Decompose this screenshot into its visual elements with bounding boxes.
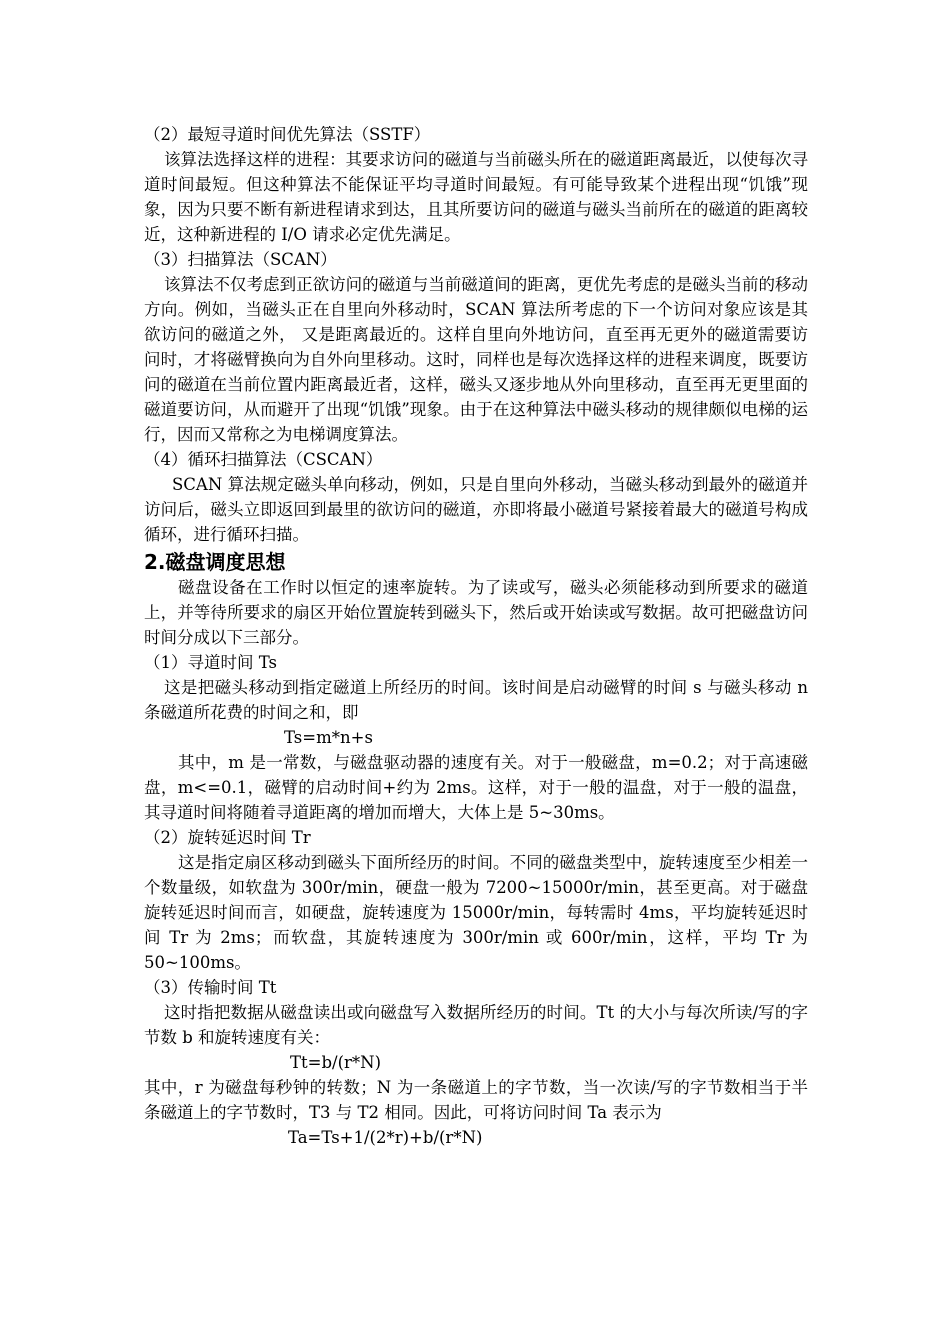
seek-time-explanation: 其中，m 是一常数，与磁盘驱动器的速度有关。对于一般磁盘，m=0.2；对于高速磁盘，m<=0.1，磁臂的启动时间+约为 2ms。这样，对于一般的温盘，对于一般的温盘，其寻道时间将随着寻道距离的增加而增大，大体上是 5~30ms。 [144, 753, 808, 822]
transfer-time-paragraph: 这时指把数据从磁盘读出或向磁盘写入数据所经历的时间。Tt 的大小与每次所读/写的字节数 b 和旋转速度有关： [144, 1003, 808, 1047]
section-heading: 2.磁盘调度思想 [144, 550, 286, 574]
cscan-heading: （4）循环扫描算法（CSCAN） [144, 450, 383, 469]
sstf-paragraph: 该算法选择这样的进程：其要求访问的磁道与当前磁头所在的磁道距离最近，以使每次寻道时间最短。但这种算法不能保证平均寻道时间最短。有可能导致某个进程出现“饥饿”现象，因为只要不断有新进程请求到达，且其所要访问的磁道与磁头当前所在的磁道的距离较近，这种新进程的 I/O 请求必定优先满足。 [144, 150, 808, 244]
transfer-time-heading: （3）传输时间 Tt [144, 978, 277, 997]
transfer-time-formula: Tt=b/(r*N) [290, 1053, 382, 1072]
seek-time-paragraph: 这是把磁头移动到指定磁道上所经历的时间。该时间是启动磁臂的时间 s 与磁头移动 n 条磁道所花费的时间之和，即 [144, 678, 808, 722]
scan-paragraph: 该算法不仅考虑到正欲访问的磁道与当前磁道间的距离，更优先考虑的是磁头当前的移动方向。例如，当磁头正在自里向外移动时，SCAN 算法所考虑的下一个访问对象应该是其欲访问的磁道之外， 又是距离最近的。这样自里向外地访问，直至再无更外的磁道需要访问时，才将磁臂换向为自外向里移动。这时，同样也是每次选择这样的进程来调度，既要访问的磁道在当前位置内距离最近者，这样，磁头又逐步地从外向里移动，直至再无更里面的磁道要访问，从而避开了出现“饥饿”现象。由于在这种算法中磁头移动的规律颇似电梯的运行，因而又常称之为电梯调度算法。 [144, 275, 808, 444]
seek-time-formula: Ts=m*n+s [284, 728, 373, 747]
rotation-delay-paragraph: 这是指定扇区移动到磁头下面所经历的时间。不同的磁盘类型中，旋转速度至少相差一个数量级，如软盘为 300r/min，硬盘一般为 7200~15000r/min，甚至更高。对于磁盘旋转延迟时间而言，如硬盘，旋转速度为 15000r/min，每转需时 4ms，平均旋转延迟时间 Tr 为 2ms；而软盘，其旋转速度为 300r/min 或 600r/min，这样，平均 Tr 为 50~100ms。 [144, 853, 808, 972]
cscan-paragraph: SCAN 算法规定磁头单向移动，例如，只是自里向外移动，当磁头移动到最外的磁道并访问后，磁头立即返回到最里的欲访问的磁道，亦即将最小磁道号紧接着最大的磁道号构成循环，进行循环扫描。 [144, 475, 808, 544]
seek-time-heading: （1）寻道时间 Ts [144, 653, 278, 672]
sstf-heading: （2）最短寻道时间优先算法（SSTF） [144, 125, 431, 144]
scan-heading: （3）扫描算法（SCAN） [144, 250, 337, 269]
rotation-delay-heading: （2）旋转延迟时间 Tr [144, 828, 311, 847]
transfer-time-explanation: 其中，r 为磁盘每秒钟的转数；N 为一条磁道上的字节数，当一次读/写的字节数相当于半条磁道上的字节数时，T3 与 T2 相同。因此，可将访问时间 Ta 表示为 [144, 1078, 808, 1122]
document-page [144, 122, 808, 1150]
access-time-formula: Ta=Ts+1/(2*r)+b/(r*N) [288, 1128, 483, 1147]
intro-paragraph: 磁盘设备在工作时以恒定的速率旋转。为了读或写，磁头必须能移动到所要求的磁道上，并等待所要求的扇区开始位置旋转到磁头下，然后或开始读或写数据。故可把磁盘访问时间分成以下三部分。 [144, 578, 808, 647]
